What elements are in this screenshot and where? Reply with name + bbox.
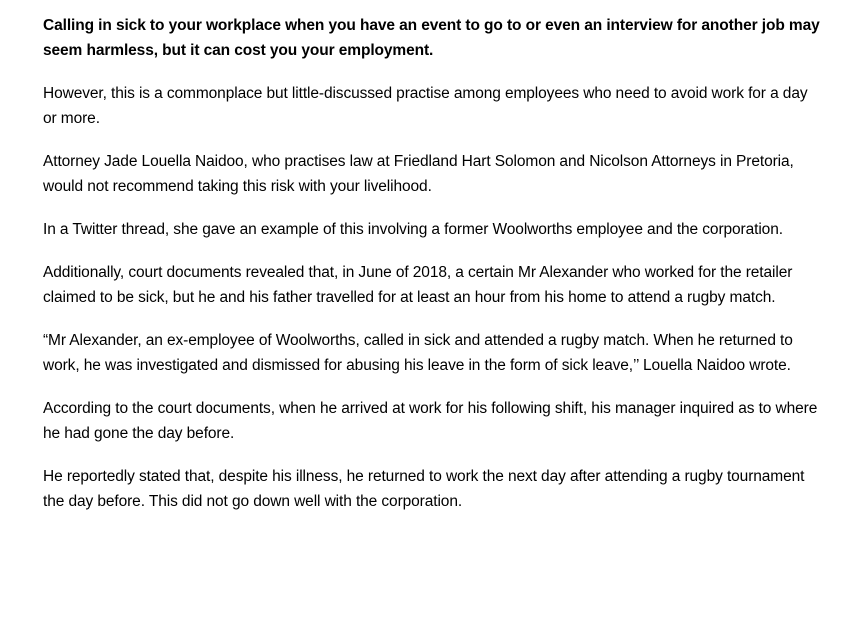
- paragraph-4: Additionally, court documents revealed that, in June of 2018, a certain Mr Alexander who worked for the retailer claimed to be sick, but he and his father travelled for at least an hour from his home to attend a rugby match.: [43, 264, 793, 306]
- lead-paragraph: Calling in sick to your workplace when you have an event to go to or even an interview for another job may seem harmless, but it can cost you your employment.: [43, 17, 820, 59]
- article-body: [43, 13, 823, 532]
- paragraph-2: Attorney Jade Louella Naidoo, who practises law at Friedland Hart Solomon and Nicolson Attorneys in Pretoria, would not recommend taking this risk with your livelihood.: [43, 153, 794, 195]
- paragraph-6: According to the court documents, when he arrived at work for his following shift, his manager inquired as to where he had gone the day before.: [43, 400, 818, 442]
- paragraph-3: In a Twitter thread, she gave an example of this involving a former Woolworths employee and the corporation.: [43, 221, 783, 238]
- paragraph-7: He reportedly stated that, despite his illness, he returned to work the next day after attending a rugby tournament the day before. This did not go down well with the corporation.: [43, 468, 805, 510]
- paragraph-1: However, this is a commonplace but little-discussed practise among employees who need to avoid work for a day or more.: [43, 85, 808, 127]
- paragraph-5: “Mr Alexander, an ex-employee of Woolworths, called in sick and attended a rugby match. When he returned to work, he was investigated and dismissed for abusing his leave in the form of sick leave,’’ Louella Naidoo wrote.: [43, 332, 793, 374]
